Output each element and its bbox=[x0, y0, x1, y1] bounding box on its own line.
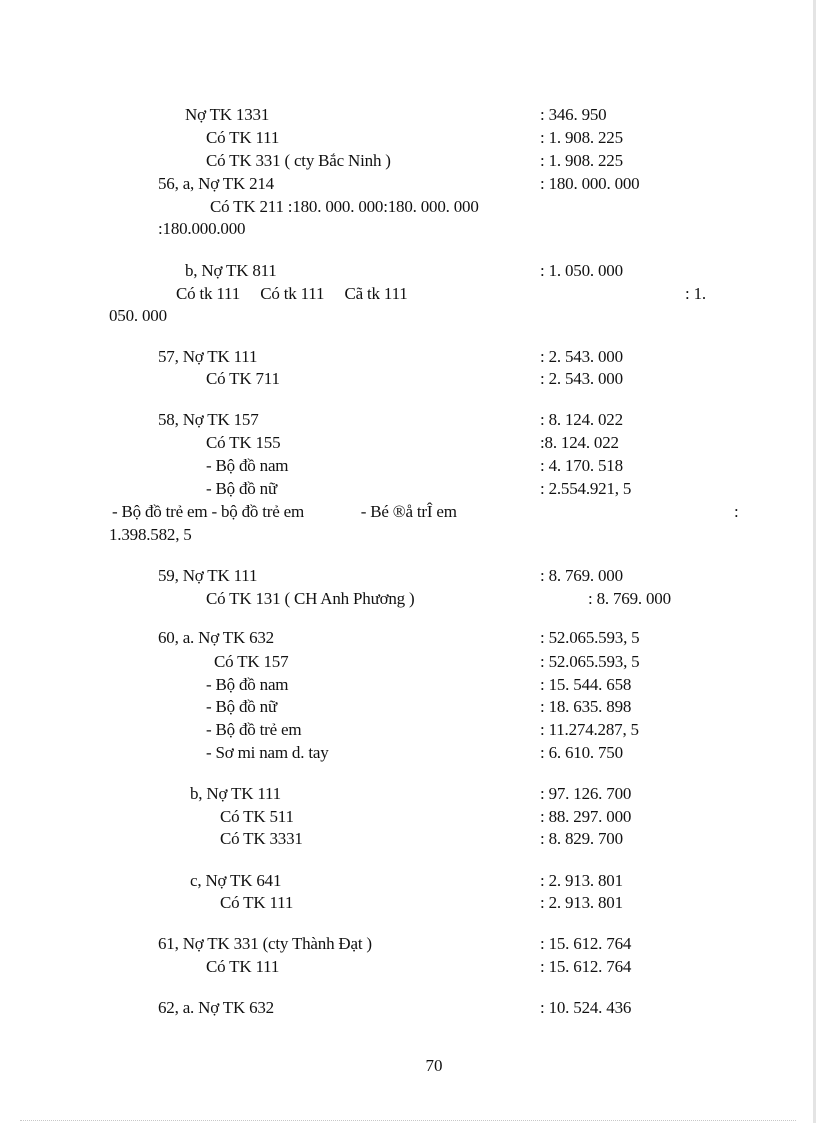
entry-amount: : 88. 297. 000 bbox=[540, 807, 632, 826]
entry-amount: : 15. 612. 764 bbox=[540, 934, 632, 953]
entry-left: 1.398.582, 5 bbox=[109, 525, 192, 544]
entry-amount: : 15. 544. 658 bbox=[540, 675, 632, 694]
entry-amount: : 10. 524. 436 bbox=[540, 998, 632, 1017]
entry-amount: : 180. 000. 000 bbox=[540, 174, 640, 193]
entry-amount: : 52.065.593, 5 bbox=[540, 652, 640, 671]
entry-left: b, Nợ TK 111 bbox=[190, 784, 281, 803]
entry-amount: : 1. 908. 225 bbox=[540, 128, 623, 147]
entry-left: Có TK 157 bbox=[214, 652, 289, 671]
entry-amount: : 4. 170. 518 bbox=[540, 456, 623, 475]
entry-left: Nợ TK 1331 bbox=[185, 105, 270, 124]
entry-left: - Bộ đồ trẻ em - bộ đồ trẻ em - Bé ®å trÎ em bbox=[112, 502, 457, 521]
entry-amount: : 11.274.287, 5 bbox=[540, 720, 639, 739]
entry-left: Có TK 111 bbox=[206, 128, 280, 147]
entry-left: Có tk 111 Có tk 111 Cã tk 111 bbox=[176, 284, 408, 303]
entry-amount: : 1. 050. 000 bbox=[540, 261, 623, 280]
entry-left: - Bộ đồ nữ bbox=[206, 479, 277, 498]
entry-left: 58, Nợ TK 157 bbox=[158, 410, 259, 429]
entry-left: 57, Nợ TK 111 bbox=[158, 347, 258, 366]
entry-left: 59, Nợ TK 111 bbox=[158, 566, 258, 585]
entry-amount: : 1. bbox=[685, 284, 706, 303]
entry-amount: : 1. 908. 225 bbox=[540, 151, 623, 170]
entry-amount: : 2. 543. 000 bbox=[540, 347, 623, 366]
entry-amount: : 15. 612. 764 bbox=[540, 957, 632, 976]
entry-left: Có TK 131 ( CH Anh Phương ) bbox=[206, 589, 415, 608]
entry-left: - Bộ đồ trẻ em bbox=[206, 720, 302, 739]
entry-amount: : 8. 769. 000 bbox=[540, 566, 623, 585]
entry-amount: : 8. 769. 000 bbox=[588, 589, 671, 608]
entry-amount: : 2. 913. 801 bbox=[540, 893, 623, 912]
entry-left: Có TK 155 bbox=[206, 433, 281, 452]
entry-left: Có TK 111 bbox=[220, 893, 294, 912]
entry-amount: : 18. 635. 898 bbox=[540, 697, 632, 716]
entry-left: :180.000.000 bbox=[158, 219, 246, 238]
entry-amount: : 8. 124. 022 bbox=[540, 410, 623, 429]
entry-amount: : 6. 610. 750 bbox=[540, 743, 623, 762]
entry-left: Có TK 111 bbox=[206, 957, 280, 976]
entry-left: c, Nợ TK 641 bbox=[190, 871, 282, 890]
entry-left: 61, Nợ TK 331 (cty Thành Đạt ) bbox=[158, 934, 372, 953]
entry-left: - Bộ đồ nam bbox=[206, 675, 289, 694]
entry-left: 050. 000 bbox=[109, 306, 167, 325]
entry-amount: : 97. 126. 700 bbox=[540, 784, 632, 803]
entry-left: 62, a. Nợ TK 632 bbox=[158, 998, 274, 1017]
entry-left: Có TK 331 ( cty Bắc Ninh ) bbox=[206, 151, 391, 170]
entry-left: Có TK 211 :180. 000. 000:180. 000. 000 bbox=[210, 197, 479, 216]
entry-left: - Sơ mi nam d. tay bbox=[206, 743, 329, 762]
page-bottom-rule bbox=[20, 1120, 796, 1121]
entry-amount: : 346. 950 bbox=[540, 105, 607, 124]
entry-amount: : 2. 543. 000 bbox=[540, 369, 623, 388]
entry-amount: : 52.065.593, 5 bbox=[540, 628, 640, 647]
entry-left: - Bộ đồ nữ bbox=[206, 697, 277, 716]
entry-amount: : 2.554.921, 5 bbox=[540, 479, 632, 498]
entry-amount: : 8. 829. 700 bbox=[540, 829, 623, 848]
entry-left: Có TK 3331 bbox=[220, 829, 303, 848]
entry-amount: :8. 124. 022 bbox=[540, 433, 619, 452]
entry-left: Có TK 511 bbox=[220, 807, 294, 826]
entry-left: 56, a, Nợ TK 214 bbox=[158, 174, 274, 193]
entry-amount: : bbox=[734, 502, 739, 521]
entry-amount: : 2. 913. 801 bbox=[540, 871, 623, 890]
entry-left: 60, a. Nợ TK 632 bbox=[158, 628, 274, 647]
entry-left: b, Nợ TK 811 bbox=[185, 261, 277, 280]
entry-left: Có TK 711 bbox=[206, 369, 280, 388]
page-number: 70 bbox=[425, 1056, 443, 1075]
entry-left: - Bộ đồ nam bbox=[206, 456, 289, 475]
